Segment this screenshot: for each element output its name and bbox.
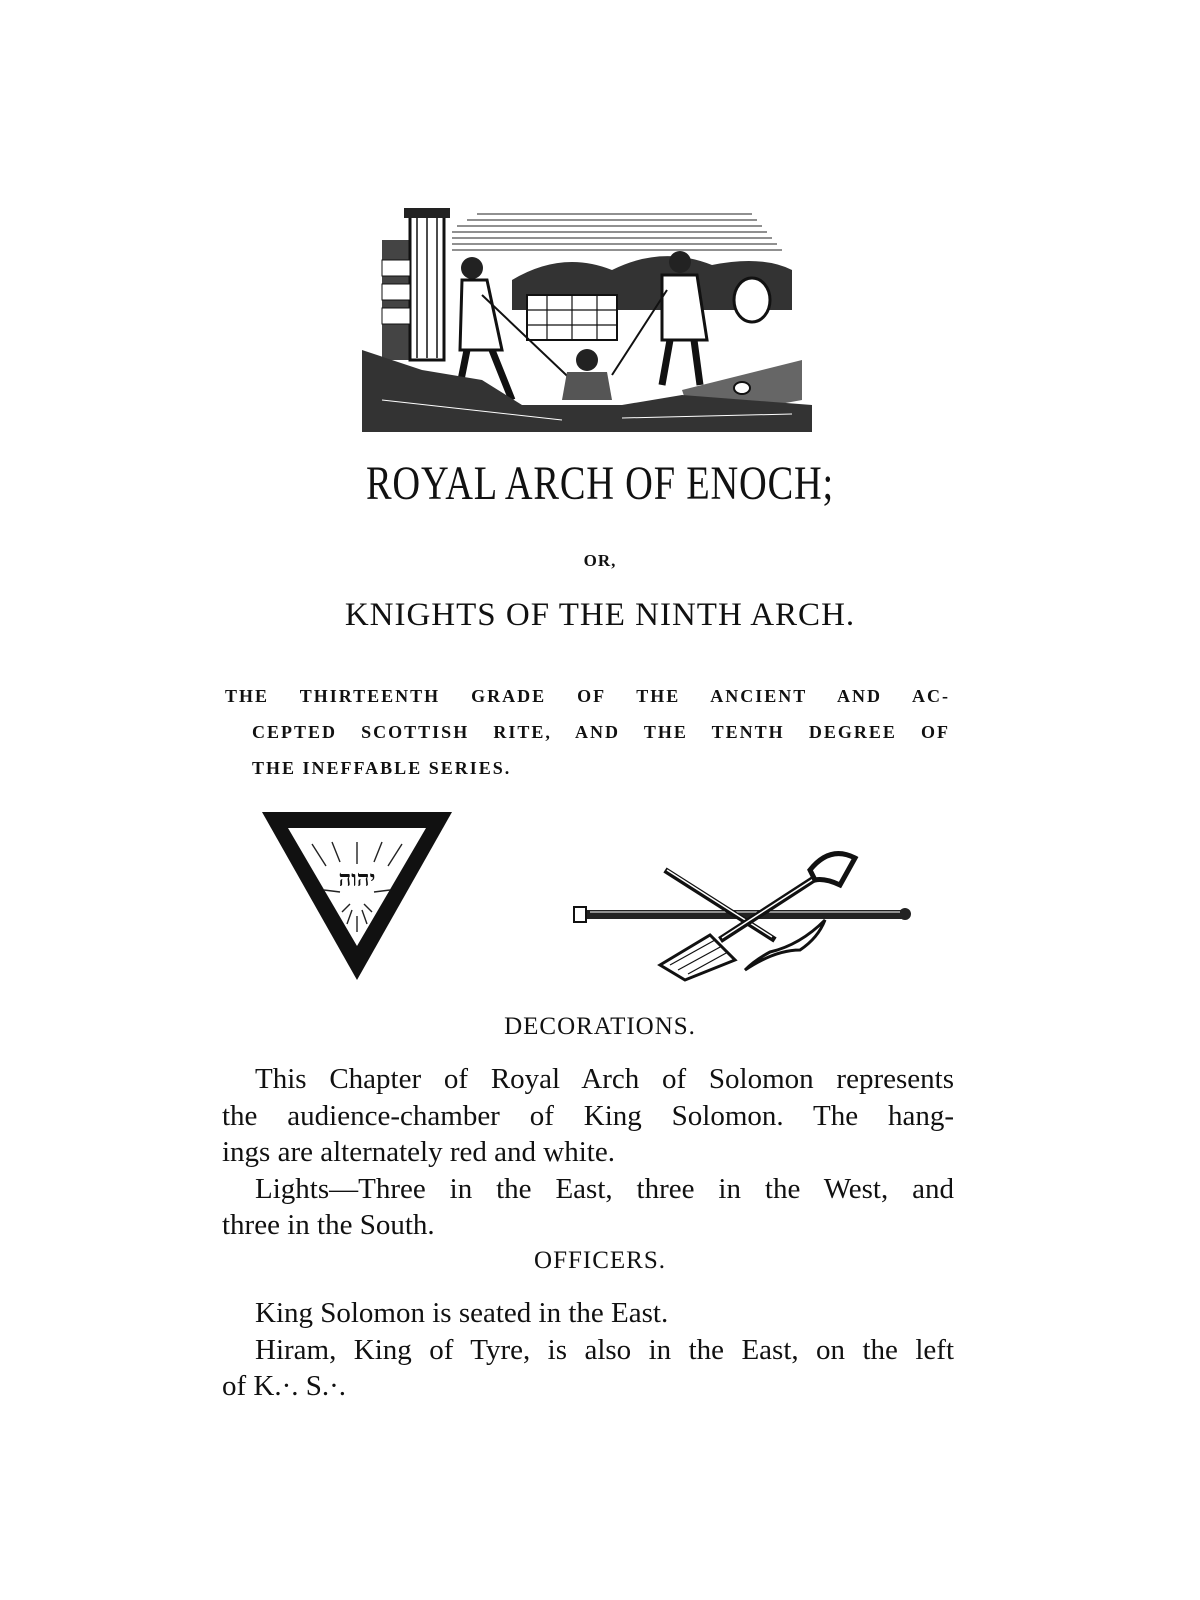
text-line: the audience-chamber of King Solomon. The hang- bbox=[222, 1099, 954, 1132]
decorations-text bbox=[222, 1061, 954, 1244]
grade-line: CEPTED SCOTTISH RITE, AND THE TENTH DEGREE OF bbox=[252, 722, 950, 742]
text-line: This Chapter of Royal Arch of Solomon represents bbox=[255, 1063, 954, 1095]
text-line: King Solomon is seated in the East. bbox=[255, 1297, 669, 1329]
grade-line: THE THIRTEENTH GRADE OF THE ANCIENT AND AC- bbox=[225, 686, 950, 706]
text-line: of K.·. S.·. bbox=[222, 1370, 347, 1402]
text-line: Hiram, King of Tyre, is also in the East, on the left bbox=[255, 1333, 954, 1366]
delta-triangle-icon bbox=[262, 812, 452, 982]
text-line: Lights—Three in the East, three in the West, and bbox=[255, 1172, 954, 1205]
crossed-tools-icon bbox=[570, 840, 915, 990]
text-line: three in the South. bbox=[222, 1209, 435, 1241]
or-line: OR, bbox=[583, 551, 617, 570]
triangle-inscription: יהוה bbox=[338, 866, 376, 892]
page-title: ROYAL ARCH OF ENOCH; bbox=[366, 457, 834, 510]
text-line: ings are alternately red and white. bbox=[222, 1136, 615, 1168]
page-subtitle: KNIGHTS OF THE NINTH ARCH. bbox=[344, 597, 856, 633]
grade-description bbox=[225, 678, 950, 786]
decorations-heading: DECORATIONS. bbox=[504, 1013, 696, 1040]
officers-heading: OFFICERS. bbox=[534, 1247, 666, 1274]
engraving-illustration bbox=[362, 200, 812, 450]
officers-text bbox=[222, 1295, 954, 1405]
grade-line: THE INEFFABLE SERIES. bbox=[252, 758, 512, 778]
